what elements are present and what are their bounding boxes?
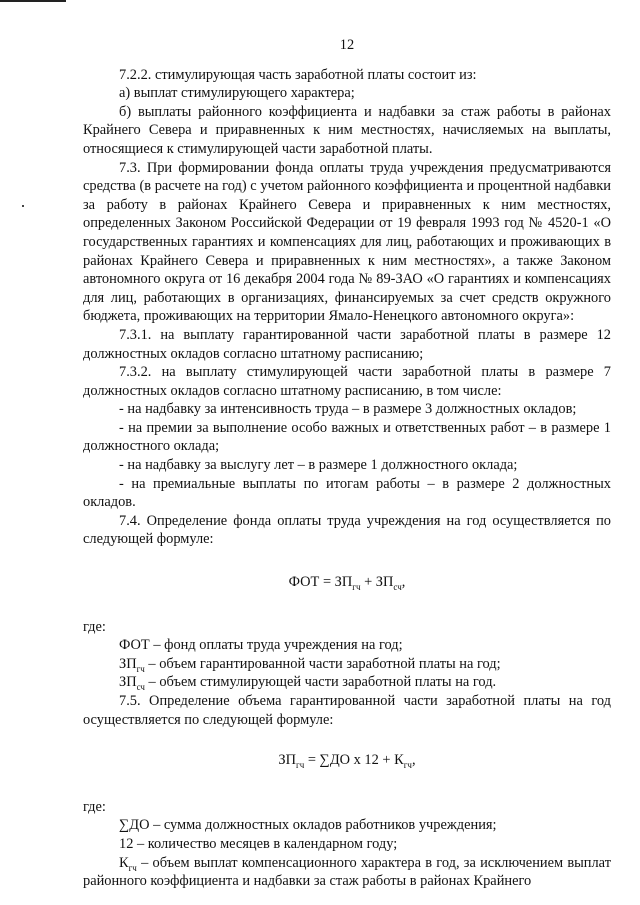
bullet-performance-bonus: - на премиальные выплаты по итогам работы – в размере 2 должностных окладов. [83, 475, 611, 511]
clause-7-2-2-a: а) выплат стимулирующего характера; [119, 85, 355, 102]
document-page [83, 36, 611, 891]
clause-7-3: 7.3. При формировании фонда оплаты труда учреждения предусматриваются средства (в расчете на год) с учетом районного коэффициента и процентной надбавки за работу в районах Крайнего Севера и приравненных к ним местностях, определенных Законом Российской Федерации от 19 февраля 1993 год № 4520-1 «О государственных гарантиях и компенсациях для лиц, работающих и проживающих в районах Крайнего Севера и приравненных к ним местностях», а также Законом автономного округа от 16 декабря 2004 года № 89-ЗАО «О гарантиях и компенсациях для лиц, работающих в организациях, финансируемых за счет средств окружного бюджета, проживающих на территории Ямало-Ненецкого автономного округа»: [83, 159, 611, 325]
def-fot: ФОТ – фонд оплаты труда учреждения на год; [119, 637, 403, 654]
formula-zp-gch: $ЗП_{гч} = \sum ДО$ х $12 + К_{гч}$, [278, 752, 416, 771]
def-sum-do: ∑ДО – сумма должностных окладов работников учреждения; [119, 817, 497, 834]
scan-speck [22, 205, 24, 207]
formula-fot: ФОТ = $ЗП_{гч} + ЗП_{сч}$, [288, 574, 406, 592]
def-zp-sch: $ЗП_{сч}$ – объем стимулирующей части заработной платы на год. [119, 674, 497, 693]
clause-7-5: 7.5. Определение объема гарантированной части заработной платы на год осуществляется по следующей формуле: [83, 693, 611, 728]
clause-7-3-2: 7.3.2. на выплату стимулирующей части заработной платы в размере 7 должностных окладов согласно штатному расписанию, в том числе: [83, 364, 611, 399]
clause-7-4: 7.4. Определение фонда оплаты труда учреждения на год осуществляется по следующей формуле: [83, 512, 611, 548]
page-number: 12 [339, 37, 355, 53]
bullet-seniority: - на надбавку за выслугу лет – в размере 1 должностного оклада; [119, 457, 518, 474]
def-zp-gch: $ЗП_{гч}$ – объем гарантированной части заработной платы на год; [119, 655, 501, 674]
where-label-1: где: [83, 618, 106, 635]
def-months: 12 – количество месяцев в календарном году; [119, 835, 398, 852]
where-label-2: где: [83, 798, 106, 815]
bullet-intensity: - на надбавку за интенсивность труда – в размере 3 должностных окладов; [119, 401, 577, 418]
def-k-gch: $К_{гч}$ – объем выплат компенсационного характера в год, за исключением выплат районного коэффициента и надбавки за стаж работы в районах Крайнего [83, 854, 611, 890]
top-edge-rule [0, 0, 66, 2]
clause-7-3-1: 7.3.1. на выплату гарантированной части заработной платы в размере 12 должностных окладов согласно штатному расписанию; [83, 326, 611, 362]
clause-7-2-2: 7.2.2. стимулирующая часть заработной платы состоит из: [119, 66, 477, 83]
bullet-bonus-important-work: - на премии за выполнение особо важных и ответственных работ – в размере 1 должностного оклада; [83, 419, 611, 455]
clause-7-2-2-b: б) выплаты районного коэффициента и надбавки за стаж работы в районах Крайнего Севера и приравненных к ним местностях, начисляемых на выплаты, относящиеся к стимулирующей части заработной платы. [83, 103, 611, 157]
